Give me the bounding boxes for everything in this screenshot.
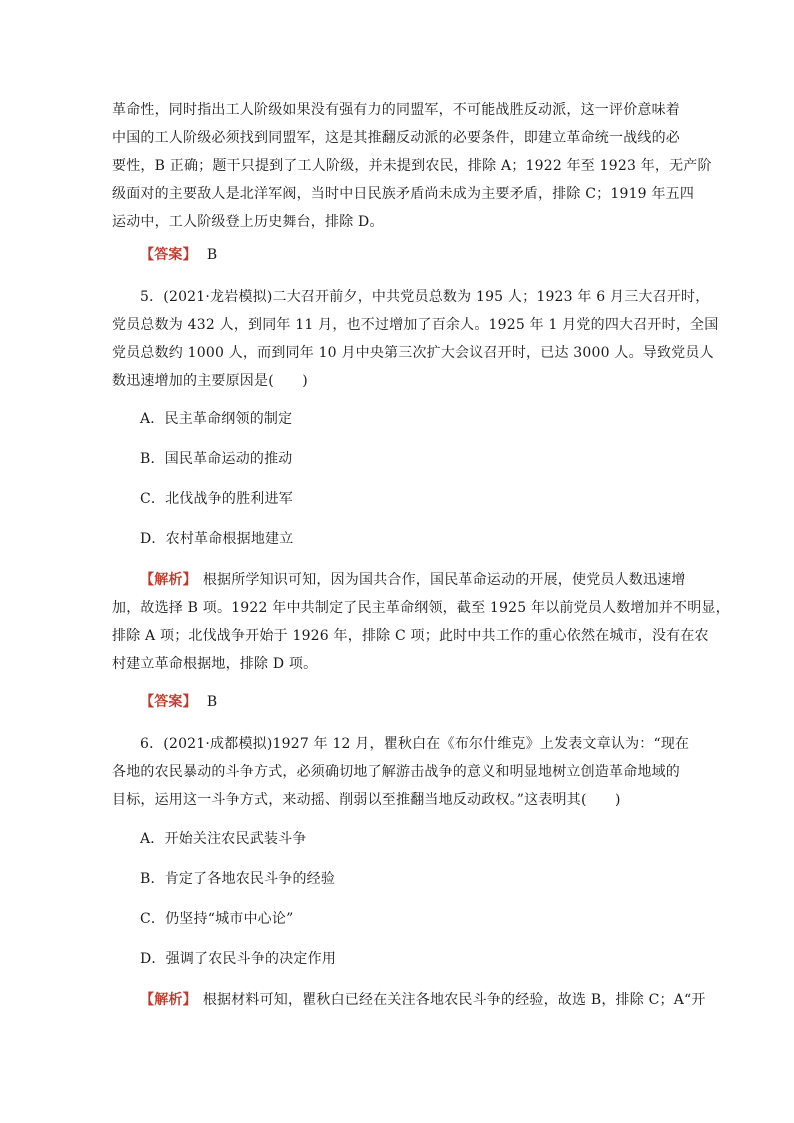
q4-explanation-line: 中国的工人阶级必须找到同盟军，这是其推翻反动派的必要条件，即建立革命统一战线的必: [112, 130, 680, 146]
analysis-label: 【解析】: [140, 992, 197, 1008]
q4-explanation-line: 运动中，工人阶级登上历史舞台，排除 D。: [112, 214, 384, 230]
q5-analysis-line: 村建立革命根据地，排除 D 项。: [112, 656, 318, 672]
answer-value: B: [206, 247, 218, 263]
q5-analysis: [112, 566, 730, 678]
q6-analysis-line: 根据材料可知，瞿秋白已经在关注各地农民斗争的经验，故选 B，排除 C；A“开: [202, 992, 706, 1008]
q4-explanation-line: 级面对的主要敌人是北洋军阀，当时中日民族矛盾尚未成为主要矛盾，排除 C；1919 年五四: [112, 186, 695, 202]
q6-stem-line: 6．(2021·成都模拟)1927 年 12 月，瞿秋白在《布尔什维克》上发表文章认为：“现在: [140, 736, 690, 752]
q4-explanation: [112, 96, 712, 236]
q6-analysis: [112, 986, 706, 1014]
answer-label: 【答案】: [140, 247, 197, 263]
q5-option-c: C．北伐战争的胜利进军: [140, 491, 293, 507]
q6-option-d: D．强调了农民斗争的决定作用: [140, 951, 337, 967]
q5-analysis-line: 排除 A 项；北伐战争开始于 1926 年，排除 C 项；此时中共工作的重心依然在城市，没有在农: [112, 628, 709, 644]
answer-value: B: [206, 694, 218, 710]
q6-option-c: C．仍坚持“城市中心论”: [140, 911, 294, 927]
q5-analysis-line: 根据所学知识可知，因为国共合作，国民革命运动的开展，使党员人数迅速增: [202, 572, 686, 588]
q5-stem-line: 党员总数为 432 人，到同年 11 月，也不过增加了百余人。1925 年 1 月党的四大召开时，全国: [112, 317, 719, 333]
q6-option-a: A．开始关注农民武装斗争: [140, 831, 307, 847]
q6-stem-line: 目标，运用这一斗争方式，来动摇、削弱以至推翻当地反动政权。”这表明其( ): [112, 792, 621, 808]
q4-answer: [112, 241, 684, 269]
q5-stem-line: 5．(2021·龙岩模拟)二大召开前夕，中共党员总数为 195 人；1923 年 6 月三大召开时，: [140, 289, 710, 305]
analysis-label: 【解析】: [140, 572, 197, 588]
q5-answer: [112, 688, 684, 716]
q5-stem-line: 数迅速增加的主要原因是( ): [112, 373, 308, 389]
answer-label: 【答案】: [140, 694, 197, 710]
q5-stem: [112, 283, 719, 395]
q5-option-d: D．农村革命根据地建立: [140, 531, 294, 547]
q6-stem: [112, 730, 690, 814]
q6-option-b: B．肯定了各地农民斗争的经验: [140, 871, 336, 887]
q4-explanation-line: 要性，B 正确；题干只提到了工人阶级，并未提到农民，排除 A；1922 年至 1923 年，无产阶: [112, 158, 712, 174]
q6-stem-line: 各地的农民暴动的斗争方式，必须确切地了解游击战争的意义和明显地树立创造革命地域的: [112, 764, 680, 780]
q5-analysis-line: 加，故选择 B 项。1922 年中共制定了民主革命纲领，截至 1925 年以前党员人数增加并不明显，: [112, 600, 730, 616]
q5-option-b: B．国民革命运动的推动: [140, 451, 293, 467]
q5-stem-line: 党员总数约 1000 人，而到同年 10 月中央第三次扩大会议召开时，已达 3000 人。导致党员人: [112, 345, 714, 361]
q4-explanation-line: 革命性，同时指出工人阶级如果没有强有力的同盟军，不可能战胜反动派，这一评价意味着: [112, 102, 680, 118]
q5-option-a: A．民主革命纲领的制定: [140, 411, 293, 427]
